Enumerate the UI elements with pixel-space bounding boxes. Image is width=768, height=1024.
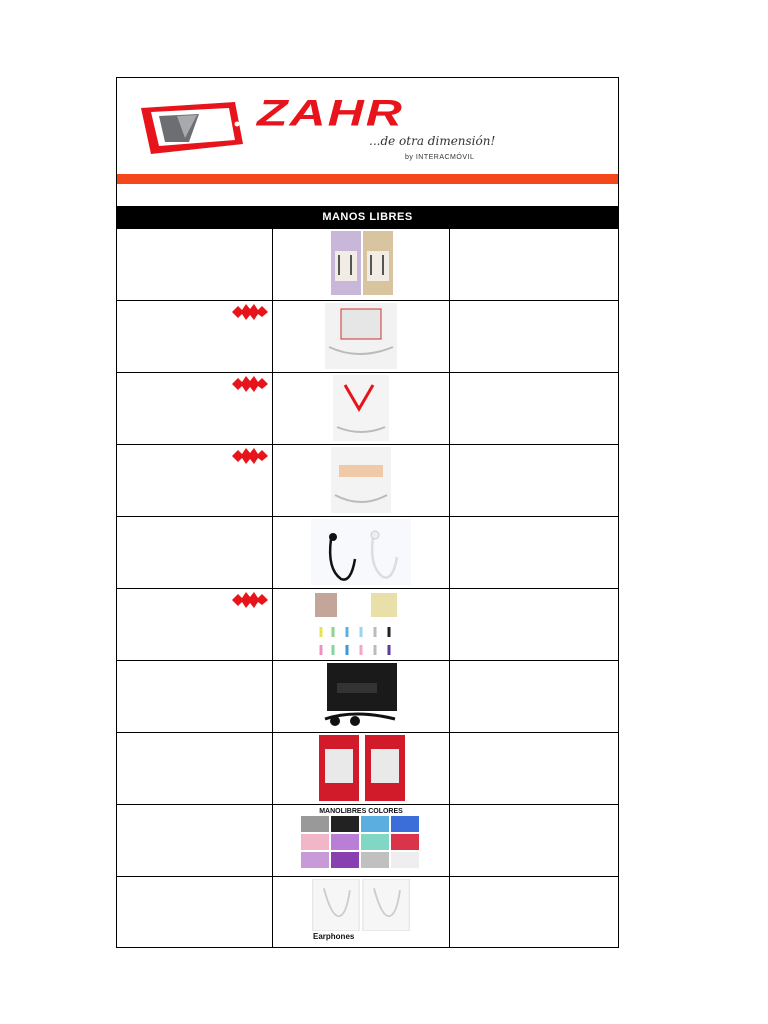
code-cell	[117, 229, 273, 300]
new-badge-icon	[232, 304, 268, 320]
price-cell	[450, 805, 618, 876]
table-row	[117, 301, 618, 373]
earphones-black-white-image	[293, 519, 429, 585]
table-row	[117, 805, 618, 877]
section-title: MANOS LIBRES	[117, 206, 618, 229]
price-cell	[450, 733, 618, 804]
table-row	[117, 445, 618, 517]
table-row	[117, 877, 618, 948]
price-cell	[450, 877, 618, 948]
price-cell	[450, 589, 618, 660]
image-cell	[273, 301, 450, 372]
image-cell	[273, 805, 450, 876]
table-row	[117, 589, 618, 661]
code-cell	[117, 301, 273, 372]
table-row	[117, 517, 618, 589]
price-cell	[450, 517, 618, 588]
new-badge-icon	[232, 376, 268, 392]
red-stripe	[117, 174, 618, 184]
price-cell	[450, 661, 618, 732]
image-cell	[273, 877, 450, 948]
earphones-white-box-image	[311, 303, 411, 369]
table-row	[117, 229, 618, 301]
earphones-white-box-2-image	[311, 375, 411, 441]
image-cell	[273, 445, 450, 516]
code-cell	[117, 805, 273, 876]
table-row	[117, 661, 618, 733]
table-row	[117, 733, 618, 805]
tagline: ...de otra dimensión!	[369, 134, 496, 148]
earphones-box-pair-image	[311, 231, 411, 297]
new-badge-icon	[232, 592, 268, 608]
new-badge-icon	[232, 448, 268, 464]
table-row	[117, 373, 618, 445]
earphones-red-box-pair-image	[304, 735, 418, 801]
tablet-logo-icon	[137, 98, 247, 158]
product-image-label: MANOLIBRES COLORES	[319, 808, 403, 815]
product-table	[117, 229, 618, 948]
earphones-akg-box-image	[303, 663, 419, 729]
image-cell	[273, 229, 450, 300]
header	[117, 78, 618, 174]
code-cell	[117, 733, 273, 804]
image-cell	[273, 733, 450, 804]
code-cell	[117, 373, 273, 444]
image-cell	[273, 589, 450, 660]
byline: by INTERACMÓVIL	[405, 154, 475, 161]
image-cell	[273, 661, 450, 732]
earphones-stereo-box-pair	[305, 879, 417, 945]
price-cell	[450, 445, 618, 516]
code-cell	[117, 661, 273, 732]
code-cell	[117, 517, 273, 588]
code-cell	[117, 445, 273, 516]
price-cell	[450, 229, 618, 300]
image-cell	[273, 373, 450, 444]
image-cell	[273, 517, 450, 588]
code-cell	[117, 877, 273, 948]
earphones-music-box-image	[311, 447, 411, 513]
earphones-colors-set-image	[301, 591, 421, 657]
price-cell	[450, 373, 618, 444]
brand-name: ZAHR	[257, 91, 404, 134]
color-earphones-grid-icon	[299, 816, 423, 872]
white-earphones-box-icon	[305, 879, 417, 931]
price-sheet	[116, 77, 619, 948]
price-cell	[450, 301, 618, 372]
manolibres-colores-grid	[299, 807, 423, 873]
product-image-label: Earphones	[313, 932, 355, 941]
code-cell	[117, 589, 273, 660]
